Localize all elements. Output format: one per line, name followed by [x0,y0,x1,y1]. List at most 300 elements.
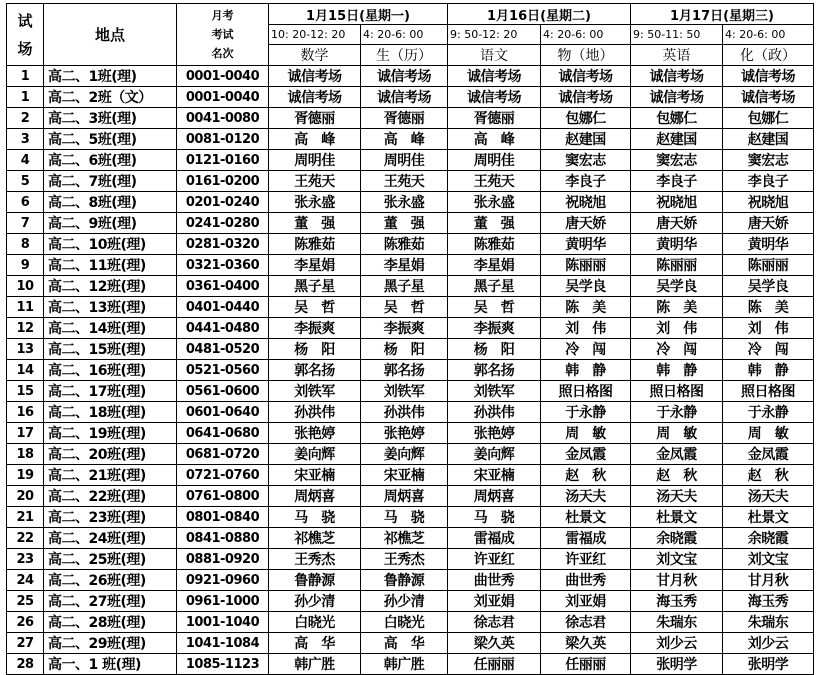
proctor-cell: 李星娟 [269,255,361,276]
location-cell: 高二、14班(理) [44,318,177,339]
proctor-cell: 杨 阳 [448,339,541,360]
location-cell: 高二、17班(理) [44,381,177,402]
location-cell: 高二、21班(理) [44,465,177,486]
proctor-cell: 孙少清 [269,591,361,612]
rank-range-cell: 0601-0640 [177,402,269,423]
proctor-cell: 任丽丽 [541,654,631,675]
proctor-cell: 张明学 [723,654,814,675]
proctor-cell: 黄明华 [631,234,723,255]
room-number-cell: 19 [7,465,44,486]
proctor-cell: 赵建国 [723,129,814,150]
proctor-cell: 徐志君 [448,612,541,633]
proctor-cell: 胥德丽 [361,108,448,129]
room-number-cell: 25 [7,591,44,612]
header-subject: 生（历） [361,45,448,66]
proctor-cell: 汤天夫 [723,486,814,507]
header-subject: 物（地） [541,45,631,66]
proctor-cell: 金凤霞 [631,444,723,465]
table-row [7,234,814,255]
proctor-cell: 汤天夫 [631,486,723,507]
proctor-cell: 张永盛 [448,192,541,213]
room-number-cell: 16 [7,402,44,423]
proctor-cell: 宋亚楠 [361,465,448,486]
proctor-cell: 吴 哲 [448,297,541,318]
proctor-cell: 张永盛 [361,192,448,213]
proctor-cell: 韩广胜 [269,654,361,675]
proctor-cell: 诚信考场 [361,66,448,87]
proctor-cell: 孙洪伟 [361,402,448,423]
table-row [7,66,814,87]
proctor-cell: 吴 哲 [361,297,448,318]
proctor-cell: 宋亚楠 [448,465,541,486]
proctor-cell: 周炳喜 [269,486,361,507]
proctor-cell: 于永静 [541,402,631,423]
proctor-cell: 韩 静 [631,360,723,381]
proctor-cell: 诚信考场 [448,87,541,108]
header-rank: 月考 考试 名次 [177,4,269,66]
proctor-cell: 海玉秀 [723,591,814,612]
proctor-cell: 王秀杰 [269,549,361,570]
table-row [7,108,814,129]
proctor-cell: 韩 静 [723,360,814,381]
room-number-cell: 20 [7,486,44,507]
location-cell: 高二、22班(理) [44,486,177,507]
proctor-cell: 照日格图 [723,381,814,402]
proctor-cell: 杜景文 [541,507,631,528]
header-time: 9: 50-11: 50 [631,25,723,45]
proctor-cell: 许亚红 [448,549,541,570]
location-cell: 高二、10班(理) [44,234,177,255]
proctor-cell: 刘文宝 [723,549,814,570]
proctor-cell: 吴 哲 [269,297,361,318]
header-time: 4: 20-6: 00 [541,25,631,45]
rank-range-cell: 0361-0400 [177,276,269,297]
proctor-cell: 陈 美 [723,297,814,318]
header-subject: 数学 [269,45,361,66]
proctor-cell: 赵 秋 [541,465,631,486]
room-number-cell: 1 [7,66,44,87]
location-cell: 高二、19班(理) [44,423,177,444]
rank-range-cell: 0001-0040 [177,66,269,87]
proctor-cell: 诚信考场 [541,87,631,108]
proctor-cell: 吴学良 [541,276,631,297]
header-kaochang: 试 场 [7,4,44,66]
table-row [7,633,814,654]
rank-range-cell: 0281-0320 [177,234,269,255]
proctor-cell: 祝晓旭 [723,192,814,213]
proctor-cell: 王苑天 [361,171,448,192]
proctor-cell: 赵建国 [541,129,631,150]
rank-range-cell: 0041-0080 [177,108,269,129]
proctor-cell: 诚信考场 [631,87,723,108]
proctor-cell: 刘 伟 [723,318,814,339]
proctor-cell: 黄明华 [723,234,814,255]
proctor-cell: 诚信考场 [723,66,814,87]
table-row [7,381,814,402]
header-subject: 语文 [448,45,541,66]
proctor-cell: 陈丽丽 [723,255,814,276]
room-number-cell: 13 [7,339,44,360]
rank-range-cell: 0681-0720 [177,444,269,465]
proctor-cell: 冷 闯 [723,339,814,360]
location-cell: 高二、3班(理) [44,108,177,129]
proctor-cell: 鲁静源 [269,570,361,591]
location-cell: 高二、7班(理) [44,171,177,192]
proctor-cell: 诚信考场 [631,66,723,87]
proctor-cell: 唐天娇 [631,213,723,234]
proctor-cell: 任丽丽 [448,654,541,675]
location-cell: 高二、18班(理) [44,402,177,423]
proctor-cell: 梁久英 [541,633,631,654]
rank-range-cell: 1085-1123 [177,654,269,675]
proctor-cell: 周明佳 [448,150,541,171]
proctor-cell: 祝晓旭 [631,192,723,213]
proctor-cell: 韩广胜 [361,654,448,675]
proctor-cell: 孙少清 [361,591,448,612]
proctor-cell: 冷 闯 [631,339,723,360]
location-cell: 高二、26班(理) [44,570,177,591]
proctor-cell: 李星娟 [361,255,448,276]
rank-range-cell: 0881-0920 [177,549,269,570]
proctor-cell: 李振爽 [361,318,448,339]
room-number-cell: 3 [7,129,44,150]
proctor-cell: 包娜仁 [723,108,814,129]
proctor-cell: 陈 美 [631,297,723,318]
proctor-cell: 郭名扬 [448,360,541,381]
proctor-cell: 马 骁 [448,507,541,528]
room-number-cell: 26 [7,612,44,633]
location-cell: 高一、1 班(理) [44,654,177,675]
proctor-cell: 赵 秋 [723,465,814,486]
table-row [7,612,814,633]
proctor-cell: 李振爽 [269,318,361,339]
rank-range-cell: 0841-0880 [177,528,269,549]
header-subject: 化（政） [723,45,814,66]
proctor-cell: 包娜仁 [631,108,723,129]
proctor-cell: 白晓光 [269,612,361,633]
proctor-cell: 甘月秋 [631,570,723,591]
table-row [7,465,814,486]
rank-range-cell: 0441-0480 [177,318,269,339]
proctor-cell: 吴学良 [723,276,814,297]
proctor-cell: 陈 美 [541,297,631,318]
location-cell: 高二、11班(理) [44,255,177,276]
room-number-cell: 8 [7,234,44,255]
proctor-cell: 郭名扬 [361,360,448,381]
proctor-cell: 金凤霞 [541,444,631,465]
proctor-cell: 李良子 [723,171,814,192]
rank-range-cell: 0081-0120 [177,129,269,150]
location-cell: 高二、15班(理) [44,339,177,360]
table-row [7,339,814,360]
room-number-cell: 5 [7,171,44,192]
table-row [7,87,814,108]
proctor-cell: 杨 阳 [361,339,448,360]
proctor-cell: 张艳婷 [361,423,448,444]
header-time: 10: 20-12: 20 [269,25,361,45]
proctor-cell: 胥德丽 [448,108,541,129]
room-number-cell: 6 [7,192,44,213]
proctor-cell: 王苑天 [269,171,361,192]
rank-range-cell: 0401-0440 [177,297,269,318]
header-date-day3: 1月17日(星期三) [631,4,814,25]
proctor-cell: 鲁静源 [361,570,448,591]
proctor-cell: 董 强 [269,213,361,234]
location-cell: 高二、6班(理) [44,150,177,171]
proctor-cell: 徐志君 [541,612,631,633]
location-cell: 高二、27班(理) [44,591,177,612]
room-number-cell: 14 [7,360,44,381]
table-row [7,213,814,234]
schedule-body [7,66,814,675]
rank-range-cell: 0561-0600 [177,381,269,402]
proctor-cell: 周炳喜 [361,486,448,507]
proctor-cell: 姜向辉 [448,444,541,465]
room-number-cell: 28 [7,654,44,675]
proctor-cell: 董 强 [448,213,541,234]
proctor-cell: 李良子 [541,171,631,192]
table-row [7,444,814,465]
proctor-cell: 黑子星 [269,276,361,297]
proctor-cell: 照日格图 [631,381,723,402]
proctor-cell: 窦宏志 [631,150,723,171]
table-row [7,150,814,171]
table-row [7,255,814,276]
proctor-cell: 唐天娇 [541,213,631,234]
location-cell: 高二、16班(理) [44,360,177,381]
proctor-cell: 周 敏 [631,423,723,444]
table-row [7,486,814,507]
location-cell: 高二、2班（文） [44,87,177,108]
table-row [7,318,814,339]
table-row [7,549,814,570]
rank-range-cell: 0321-0360 [177,255,269,276]
proctor-cell: 白晓光 [361,612,448,633]
proctor-cell: 宋亚楠 [269,465,361,486]
proctor-cell: 朱瑞东 [723,612,814,633]
room-number-cell: 9 [7,255,44,276]
proctor-cell: 余晓霞 [631,528,723,549]
proctor-cell: 杨 阳 [269,339,361,360]
location-cell: 高二、28班(理) [44,612,177,633]
proctor-cell: 王苑天 [448,171,541,192]
location-cell: 高二、23班(理) [44,507,177,528]
proctor-cell: 窦宏志 [723,150,814,171]
rank-range-cell: 0001-0040 [177,87,269,108]
rank-range-cell: 0641-0680 [177,423,269,444]
header-date-day2: 1月16日(星期二) [448,4,631,25]
proctor-cell: 张艳婷 [269,423,361,444]
proctor-cell: 窦宏志 [541,150,631,171]
proctor-cell: 唐天娇 [723,213,814,234]
proctor-cell: 陈雅茹 [361,234,448,255]
location-cell: 高二、29班(理) [44,633,177,654]
table-row [7,423,814,444]
proctor-cell: 祁樵芝 [269,528,361,549]
proctor-cell: 张艳婷 [448,423,541,444]
proctor-cell: 刘亚娟 [448,591,541,612]
proctor-cell: 郭名扬 [269,360,361,381]
proctor-cell: 海玉秀 [631,591,723,612]
table-row [7,570,814,591]
proctor-cell: 姜向辉 [269,444,361,465]
proctor-cell: 诚信考场 [361,87,448,108]
rank-range-cell: 0481-0520 [177,339,269,360]
room-number-cell: 27 [7,633,44,654]
header-time: 4: 20-6: 00 [361,25,448,45]
proctor-cell: 祝晓旭 [541,192,631,213]
proctor-cell: 高 峰 [448,129,541,150]
room-number-cell: 1 [7,87,44,108]
proctor-cell: 李星娟 [448,255,541,276]
proctor-cell: 黑子星 [361,276,448,297]
rank-range-cell: 0801-0840 [177,507,269,528]
proctor-cell: 雷福成 [541,528,631,549]
proctor-cell: 马 骁 [361,507,448,528]
proctor-cell: 于永静 [631,402,723,423]
proctor-cell: 周炳喜 [448,486,541,507]
rank-range-cell: 0521-0560 [177,360,269,381]
header-time: 4: 20-6: 00 [723,25,814,45]
location-cell: 高二、1班(理) [44,66,177,87]
table-row [7,507,814,528]
proctor-cell: 周 敏 [541,423,631,444]
proctor-cell: 刘文宝 [631,549,723,570]
table-row [7,360,814,381]
room-number-cell: 11 [7,297,44,318]
table-row [7,192,814,213]
proctor-cell: 雷福成 [448,528,541,549]
proctor-cell: 刘少云 [631,633,723,654]
proctor-cell: 高 峰 [361,129,448,150]
proctor-cell: 周明佳 [361,150,448,171]
proctor-cell: 诚信考场 [448,66,541,87]
proctor-cell: 马 骁 [269,507,361,528]
proctor-cell: 余晓霞 [723,528,814,549]
proctor-cell: 张永盛 [269,192,361,213]
rank-range-cell: 1041-1084 [177,633,269,654]
rank-range-cell: 0921-0960 [177,570,269,591]
proctor-cell: 陈雅茹 [269,234,361,255]
proctor-cell: 曲世秀 [448,570,541,591]
table-row [7,528,814,549]
room-number-cell: 10 [7,276,44,297]
proctor-cell: 董 强 [361,213,448,234]
proctor-cell: 冷 闯 [541,339,631,360]
proctor-cell: 胥德丽 [269,108,361,129]
proctor-cell: 赵 秋 [631,465,723,486]
rank-range-cell: 1001-1040 [177,612,269,633]
location-cell: 高二、8班(理) [44,192,177,213]
proctor-cell: 刘 伟 [631,318,723,339]
proctor-cell: 汤天夫 [541,486,631,507]
proctor-cell: 许亚红 [541,549,631,570]
rank-range-cell: 0161-0200 [177,171,269,192]
rank-range-cell: 0721-0760 [177,465,269,486]
location-cell: 高二、25班(理) [44,549,177,570]
proctor-cell: 金凤霞 [723,444,814,465]
proctor-cell: 刘亚娟 [541,591,631,612]
proctor-cell: 李振爽 [448,318,541,339]
header-location: 地点 [44,4,177,66]
proctor-cell: 刘 伟 [541,318,631,339]
room-number-cell: 23 [7,549,44,570]
proctor-cell: 刘铁军 [361,381,448,402]
room-number-cell: 7 [7,213,44,234]
proctor-cell: 孙洪伟 [448,402,541,423]
location-cell: 高二、5班(理) [44,129,177,150]
location-cell: 高二、13班(理) [44,297,177,318]
proctor-cell: 高 华 [269,633,361,654]
proctor-cell: 诚信考场 [541,66,631,87]
proctor-cell: 陈丽丽 [541,255,631,276]
rank-range-cell: 0241-0280 [177,213,269,234]
proctor-cell: 诚信考场 [269,87,361,108]
proctor-cell: 张明学 [631,654,723,675]
exam-schedule-table [6,3,814,675]
rank-range-cell: 0201-0240 [177,192,269,213]
header-time: 9: 50-12: 20 [448,25,541,45]
table-row [7,129,814,150]
location-cell: 高二、9班(理) [44,213,177,234]
header-date-day1: 1月15日(星期一) [269,4,448,25]
location-cell: 高二、20班(理) [44,444,177,465]
room-number-cell: 24 [7,570,44,591]
room-number-cell: 12 [7,318,44,339]
proctor-cell: 李良子 [631,171,723,192]
proctor-cell: 陈丽丽 [631,255,723,276]
room-number-cell: 2 [7,108,44,129]
header-subject: 英语 [631,45,723,66]
proctor-cell: 陈雅茹 [448,234,541,255]
table-row [7,276,814,297]
proctor-cell: 韩 静 [541,360,631,381]
proctor-cell: 赵建国 [631,129,723,150]
proctor-cell: 照日格图 [541,381,631,402]
room-number-cell: 22 [7,528,44,549]
location-cell: 高二、12班(理) [44,276,177,297]
proctor-cell: 于永静 [723,402,814,423]
table-row [7,654,814,675]
proctor-cell: 吴学良 [631,276,723,297]
proctor-cell: 朱瑞东 [631,612,723,633]
proctor-cell: 周明佳 [269,150,361,171]
proctor-cell: 姜向辉 [361,444,448,465]
proctor-cell: 曲世秀 [541,570,631,591]
proctor-cell: 高 峰 [269,129,361,150]
table-row [7,402,814,423]
proctor-cell: 杜景文 [631,507,723,528]
proctor-cell: 刘铁军 [269,381,361,402]
proctor-cell: 黄明华 [541,234,631,255]
proctor-cell: 甘月秋 [723,570,814,591]
room-number-cell: 17 [7,423,44,444]
rank-range-cell: 0961-1000 [177,591,269,612]
room-number-cell: 21 [7,507,44,528]
room-number-cell: 15 [7,381,44,402]
proctor-cell: 杜景文 [723,507,814,528]
proctor-cell: 刘铁军 [448,381,541,402]
proctor-cell: 孙洪伟 [269,402,361,423]
proctor-cell: 黑子星 [448,276,541,297]
table-row [7,297,814,318]
proctor-cell: 祁樵芝 [361,528,448,549]
proctor-cell: 诚信考场 [269,66,361,87]
proctor-cell: 包娜仁 [541,108,631,129]
proctor-cell: 刘少云 [723,633,814,654]
room-number-cell: 18 [7,444,44,465]
proctor-cell: 高 华 [361,633,448,654]
